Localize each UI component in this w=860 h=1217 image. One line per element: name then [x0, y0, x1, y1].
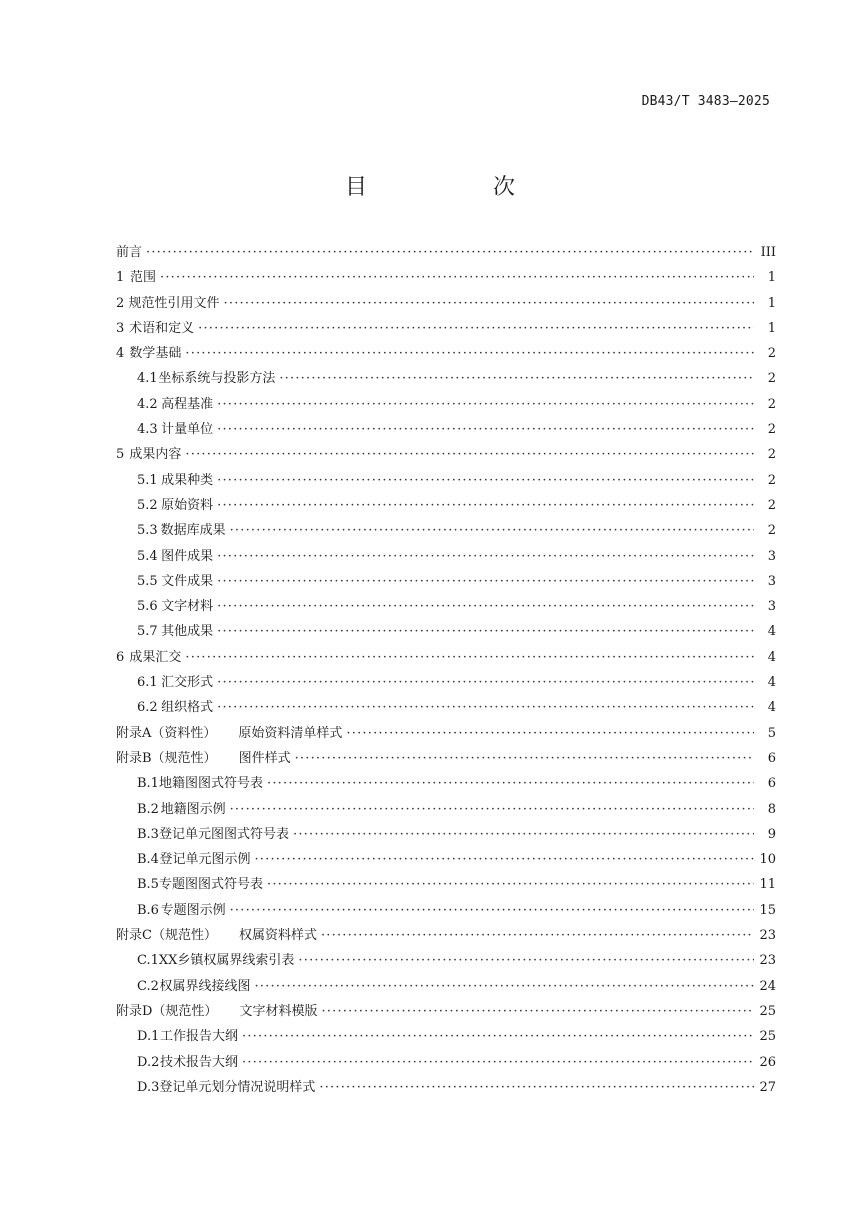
- toc-entry-label: 组织格式: [161, 700, 214, 716]
- toc-entry-label: 文字材料: [161, 599, 214, 615]
- toc-leader-dots: [217, 468, 754, 493]
- toc-entry-number: B.1: [137, 776, 159, 792]
- toc-entry-label: 技术报告大纲: [160, 1054, 239, 1070]
- toc-entry-number: 1: [116, 270, 125, 286]
- toc-entry-number: 附录B（规范性）: [116, 750, 217, 766]
- toc-leader-dots: [321, 923, 754, 948]
- toc-entry-page: 24: [759, 978, 776, 994]
- toc-entry-page: 23: [759, 953, 776, 969]
- toc-entry-page: 4: [767, 649, 776, 665]
- toc-entry-label: 权属界线接线图: [159, 978, 251, 994]
- toc-leader-dots: [242, 1024, 754, 1049]
- toc-entry-label: 前言: [116, 245, 143, 260]
- toc-entry-page: 10: [759, 852, 776, 868]
- toc-leader-dots: [279, 366, 754, 391]
- toc-entry-label: 原始资料清单样式: [238, 725, 343, 741]
- toc-entry-number: 2: [116, 295, 125, 311]
- toc-leader-dots: [254, 847, 754, 872]
- toc-leader-dots: [298, 948, 754, 973]
- toc-leader-dots: [242, 1050, 754, 1075]
- toc-leader-dots: [185, 341, 754, 366]
- toc-entry[interactable]: [116, 695, 776, 720]
- toc-entry-label: 坐标系统与投影方法: [158, 371, 276, 387]
- toc-entry-number: 6.2: [137, 700, 158, 716]
- toc-entry-number: 5.5: [137, 573, 158, 589]
- toc-leader-dots: [267, 872, 754, 897]
- toc-entry-number: B.5: [137, 877, 159, 893]
- toc-entry-label: 文字材料模版: [239, 1003, 318, 1019]
- toc-leader-dots: [224, 291, 754, 316]
- toc-entry[interactable]: [116, 468, 776, 493]
- toc-entry-label: 范围: [130, 270, 157, 286]
- toc-leader-dots: [319, 1075, 754, 1100]
- toc-entry[interactable]: [116, 974, 776, 999]
- toc-entry[interactable]: [116, 721, 776, 746]
- toc-entry[interactable]: [116, 569, 776, 594]
- toc-entry-label: 规范性引用文件: [128, 295, 220, 311]
- toc-entry[interactable]: [116, 1050, 776, 1075]
- toc-entry[interactable]: [116, 822, 776, 847]
- toc-entry-page: 26: [759, 1054, 776, 1070]
- toc-entry-page: 1: [767, 320, 776, 336]
- toc-entry[interactable]: [116, 291, 776, 316]
- toc-entry-number: 5.7: [137, 624, 158, 640]
- toc-entry[interactable]: [116, 847, 776, 872]
- toc-entry-label: 图件成果: [161, 548, 214, 564]
- toc-entry-page: 2: [767, 371, 776, 387]
- toc-entry-label: 地籍图图式符号表: [158, 776, 263, 792]
- toc-leader-dots: [230, 797, 754, 822]
- toc-entry[interactable]: [116, 645, 776, 670]
- toc-entry-label: 计量单位: [161, 422, 214, 438]
- toc-entry-page: 3: [767, 599, 776, 615]
- toc-entry-label: 成果种类: [161, 472, 214, 488]
- toc-entry-page: 5: [767, 725, 776, 741]
- table-of-contents: [116, 240, 776, 1100]
- toc-entry-page: 3: [767, 573, 776, 589]
- toc-entry-label: 术语和定义: [129, 320, 195, 336]
- toc-entry-page: 8: [767, 801, 776, 817]
- toc-entry[interactable]: [116, 999, 776, 1024]
- toc-entry-number: C.1: [137, 953, 159, 969]
- toc-leader-dots: [217, 594, 754, 619]
- toc-entry-label: 数据库成果: [160, 523, 226, 539]
- toc-entry[interactable]: [116, 619, 776, 644]
- toc-entry-number: 附录D（规范性）: [116, 1003, 218, 1019]
- toc-entry-page: 27: [759, 1079, 776, 1095]
- toc-entry[interactable]: [116, 392, 776, 417]
- toc-entry-page: 3: [767, 548, 776, 564]
- toc-entry[interactable]: [116, 265, 776, 290]
- toc-leader-dots: [185, 442, 754, 467]
- toc-entry-page: 6: [767, 750, 776, 766]
- toc-entry-number: 附录C（规范性）: [116, 928, 217, 944]
- toc-entry-page: 4: [767, 624, 776, 640]
- toc-leader-dots: [198, 316, 754, 341]
- toc-leader-dots: [217, 417, 754, 442]
- toc-entry-number: 5.6: [137, 599, 158, 615]
- page-title: 目 次: [344, 175, 567, 200]
- toc-leader-dots: [346, 721, 754, 746]
- toc-entry-number: D.3: [137, 1079, 160, 1095]
- toc-entry[interactable]: [116, 797, 776, 822]
- toc-entry-number: 5.1: [137, 472, 158, 488]
- toc-entry-page: 25: [759, 1029, 776, 1045]
- toc-entry-number: B.4: [137, 852, 159, 868]
- toc-leader-dots: [160, 265, 754, 290]
- toc-entry-number: 3: [116, 320, 125, 336]
- toc-entry-label: 登记单元图示例: [159, 852, 251, 868]
- toc-entry-label: 高程基准: [161, 396, 214, 412]
- toc-leader-dots: [295, 746, 754, 771]
- toc-entry-label: 原始资料: [161, 497, 214, 513]
- toc-entry[interactable]: [116, 493, 776, 518]
- toc-entry-page: 11: [759, 877, 776, 893]
- toc-entry-label: 数学基础: [129, 346, 182, 362]
- toc-entry-page: 1: [767, 295, 776, 311]
- toc-entry-label: 其他成果: [161, 624, 214, 640]
- toc-entry[interactable]: [116, 594, 776, 619]
- toc-entry-number: 5.3: [137, 523, 158, 539]
- toc-leader-dots: [230, 898, 754, 923]
- toc-entry[interactable]: [116, 442, 776, 467]
- toc-entry-number: 6: [116, 649, 125, 665]
- toc-entry-number: B.6: [137, 902, 159, 918]
- toc-entry-number: B.3: [137, 826, 159, 842]
- toc-leader-dots: [217, 493, 754, 518]
- toc-leader-dots: [146, 240, 754, 265]
- toc-leader-dots: [254, 974, 754, 999]
- toc-entry-number: 6.1: [137, 675, 158, 691]
- toc-entry[interactable]: [116, 1024, 776, 1049]
- toc-entry-page: 4: [767, 700, 776, 716]
- toc-entry-label: XX乡镇权属界线索引表: [158, 953, 295, 969]
- toc-leader-dots: [293, 822, 754, 847]
- toc-entry-label: 专题图图式符号表: [158, 877, 263, 893]
- toc-entry-number: 附录A（资料性）: [116, 725, 217, 741]
- toc-entry[interactable]: [116, 898, 776, 923]
- toc-entry-number: 5: [116, 447, 125, 463]
- toc-entry-label: 图件样式: [238, 750, 291, 766]
- toc-leader-dots: [217, 544, 754, 569]
- toc-entry-label: 文件成果: [161, 573, 214, 589]
- toc-entry[interactable]: [116, 366, 776, 391]
- toc-entry-label: 权属资料样式: [238, 928, 317, 944]
- toc-entry-number: D.2: [137, 1054, 160, 1070]
- toc-entry-page: 2: [767, 472, 776, 488]
- toc-entry-page: 2: [767, 422, 776, 438]
- toc-entry-number: 4.3: [137, 422, 158, 438]
- toc-entry-label: 汇交形式: [161, 675, 214, 691]
- toc-entry[interactable]: [116, 1075, 776, 1100]
- toc-entry[interactable]: [116, 518, 776, 543]
- toc-leader-dots: [321, 999, 754, 1024]
- toc-entry[interactable]: [116, 670, 776, 695]
- toc-leader-dots: [217, 569, 754, 594]
- toc-entry-page: 2: [767, 447, 776, 463]
- toc-leader-dots: [185, 645, 754, 670]
- toc-leader-dots: [230, 518, 754, 543]
- toc-leader-dots: [217, 619, 754, 644]
- toc-entry-page: 2: [767, 346, 776, 362]
- toc-entry-number: 4: [116, 346, 125, 362]
- toc-entry-page: 23: [759, 928, 776, 944]
- toc-entry-page: 15: [759, 902, 776, 918]
- toc-entry-label: 专题图示例: [160, 902, 226, 918]
- toc-entry-label: 成果汇交: [129, 649, 182, 665]
- toc-entry-label: 登记单元划分情况说明样式: [159, 1079, 316, 1095]
- toc-entry-page: 2: [767, 523, 776, 539]
- toc-entry[interactable]: [116, 872, 776, 897]
- toc-leader-dots: [217, 670, 754, 695]
- toc-entry-number: 5.4: [137, 548, 158, 564]
- toc-entry[interactable]: [116, 316, 776, 341]
- toc-entry-label: 地籍图示例: [160, 801, 226, 817]
- toc-entry-page: 1: [767, 270, 776, 286]
- toc-entry-page: 2: [767, 497, 776, 513]
- toc-entry-page: 4: [767, 675, 776, 691]
- toc-entry-page: 25: [759, 1003, 776, 1019]
- toc-entry-page: 2: [767, 396, 776, 412]
- toc-entry[interactable]: [116, 544, 776, 569]
- toc-leader-dots: [217, 392, 754, 417]
- toc-entry-number: 5.2: [137, 497, 158, 513]
- toc-entry[interactable]: [116, 771, 776, 796]
- toc-entry-number: 4.2: [137, 396, 158, 412]
- toc-entry[interactable]: [116, 341, 776, 366]
- toc-entry[interactable]: [116, 746, 776, 771]
- toc-entry-number: B.2: [137, 801, 159, 817]
- document-code: DB43/T 3483—2025: [641, 94, 770, 109]
- toc-entry-number: C.2: [137, 978, 159, 994]
- toc-entry[interactable]: [116, 923, 776, 948]
- toc-entry-page: 9: [767, 826, 776, 842]
- toc-entry[interactable]: [116, 240, 776, 265]
- toc-entry-page: 6: [767, 776, 776, 792]
- toc-entry-label: 登记单元图图式符号表: [158, 826, 289, 842]
- toc-leader-dots: [267, 771, 754, 796]
- toc-entry[interactable]: [116, 948, 776, 973]
- toc-entry-label: 工作报告大纲: [160, 1029, 239, 1045]
- toc-leader-dots: [217, 695, 754, 720]
- toc-entry-number: D.1: [137, 1029, 160, 1045]
- toc-entry-label: 成果内容: [129, 447, 182, 463]
- toc-entry-page: III: [760, 245, 776, 260]
- toc-entry[interactable]: [116, 417, 776, 442]
- toc-entry-number: 4.1: [137, 371, 158, 387]
